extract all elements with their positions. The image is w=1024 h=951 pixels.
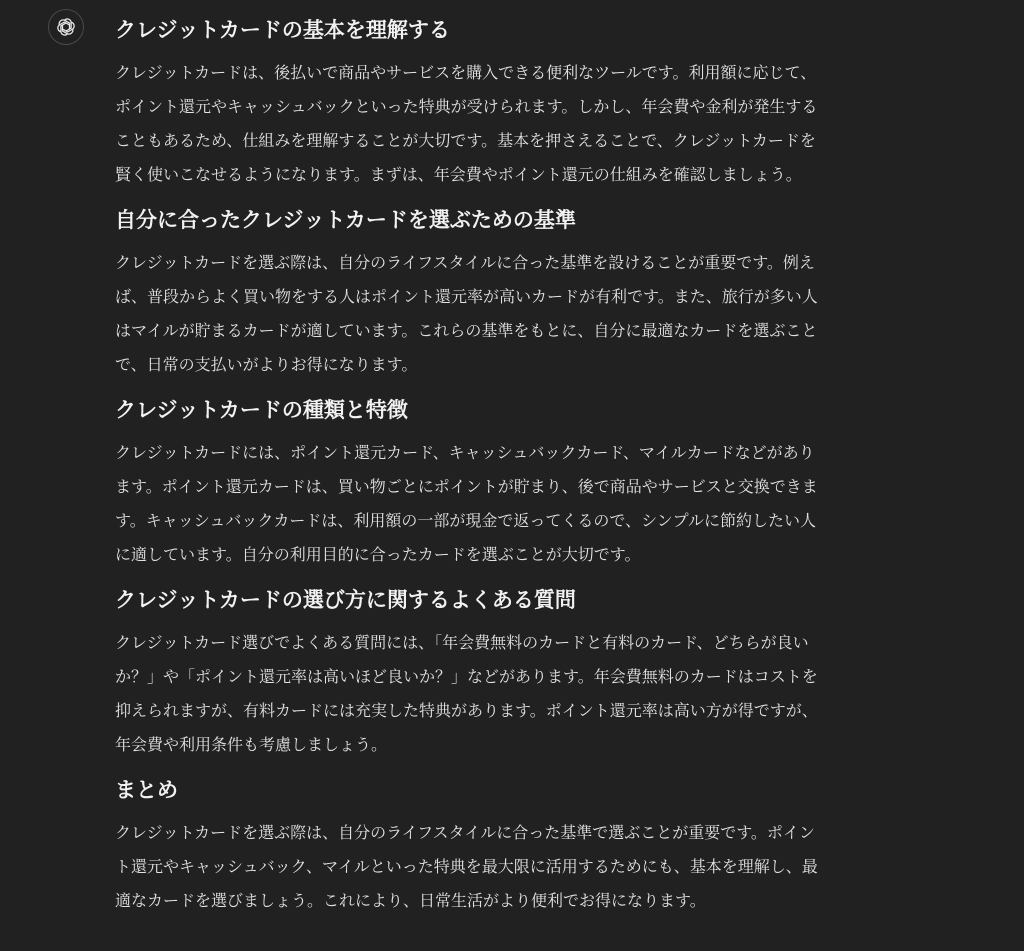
section-types	[115, 392, 945, 572]
section-paragraph	[115, 816, 945, 918]
paragraph-line: 年会費や利用条件も考慮しましょう。	[115, 735, 388, 754]
section-summary	[115, 772, 945, 918]
paragraph-line: ポイント還元やキャッシュバックといった特典が受けられます。しかし、年会費や金利が発生する	[115, 97, 818, 116]
paragraph-line: クレジットカードは、後払いで商品やサービスを購入できる便利なツールです。利用額に応じて、	[115, 63, 817, 82]
paragraph-line: ます。ポイント還元カードは、買い物ごとにポイントが貯まり、後で商品やサービスと交換できま	[115, 477, 818, 496]
paragraph-line: 賢く使いこなせるようになります。まずは、年会費やポイント還元の仕組みを確認しましょう。	[115, 165, 802, 184]
section-paragraph	[115, 246, 945, 382]
paragraph-line: はマイルが貯まるカードが適しています。これらの基準をもとに、自分に最適なカードを選ぶこと	[115, 321, 818, 340]
section-heading: クレジットカードの種類と特徴	[115, 398, 408, 422]
paragraph-line: 抑えられますが、有料カードには充実した特典があります。ポイント還元率は高い方が得ですが、	[115, 701, 818, 720]
section-faq	[115, 582, 945, 762]
section-heading: 自分に合ったクレジットカードを選ぶための基準	[115, 208, 576, 232]
section-criteria	[115, 202, 945, 382]
section-paragraph	[115, 626, 945, 762]
paragraph-line: クレジットカードには、ポイント還元カード、キャッシュバックカード、マイルカードなどがあり	[115, 443, 815, 462]
openai-logo-icon	[55, 16, 77, 38]
section-heading: まとめ	[115, 778, 178, 802]
paragraph-line: か？」や「ポイント還元率は高いほど良いか？」などがあります。年会費無料のカードはコストを	[115, 667, 818, 686]
paragraph-line: で、日常の支払いがよりお得になります。	[115, 355, 418, 374]
paragraph-line: ば、普段からよく買い物をする人はポイント還元率が高いカードが有利です。また、旅行が多い人	[115, 287, 818, 306]
section-basics	[115, 12, 945, 192]
section-heading: クレジットカードの選び方に関するよくある質問	[115, 588, 576, 612]
paragraph-line: クレジットカードを選ぶ際は、自分のライフスタイルに合った基準で選ぶことが重要です。ポイン	[115, 823, 815, 842]
section-paragraph	[115, 56, 945, 192]
section-heading: クレジットカードの基本を理解する	[115, 18, 450, 42]
paragraph-line: す。キャッシュバックカードは、利用額の一部が現金で返ってくるので、シンプルに節約したい人	[115, 511, 817, 530]
assistant-message	[115, 12, 945, 918]
paragraph-line: クレジットカード選びでよくある質問には、「年会費無料のカードと有料のカード、どちらが良い	[115, 633, 809, 652]
paragraph-line: ト還元やキャッシュバック、マイルといった特典を最大限に活用するためにも、基本を理解し、最	[115, 857, 818, 876]
section-paragraph	[115, 436, 945, 572]
paragraph-line: 適なカードを選びましょう。これにより、日常生活がより便利でお得になります。	[115, 891, 706, 910]
paragraph-line: クレジットカードを選ぶ際は、自分のライフスタイルに合った基準を設けることが重要です。例え	[115, 253, 815, 272]
paragraph-line: こともあるため、仕組みを理解することが大切です。基本を押さえることで、クレジットカードを	[115, 131, 816, 150]
assistant-avatar	[48, 9, 84, 45]
paragraph-line: に適しています。自分の利用目的に合ったカードを選ぶことが大切です。	[115, 545, 641, 564]
